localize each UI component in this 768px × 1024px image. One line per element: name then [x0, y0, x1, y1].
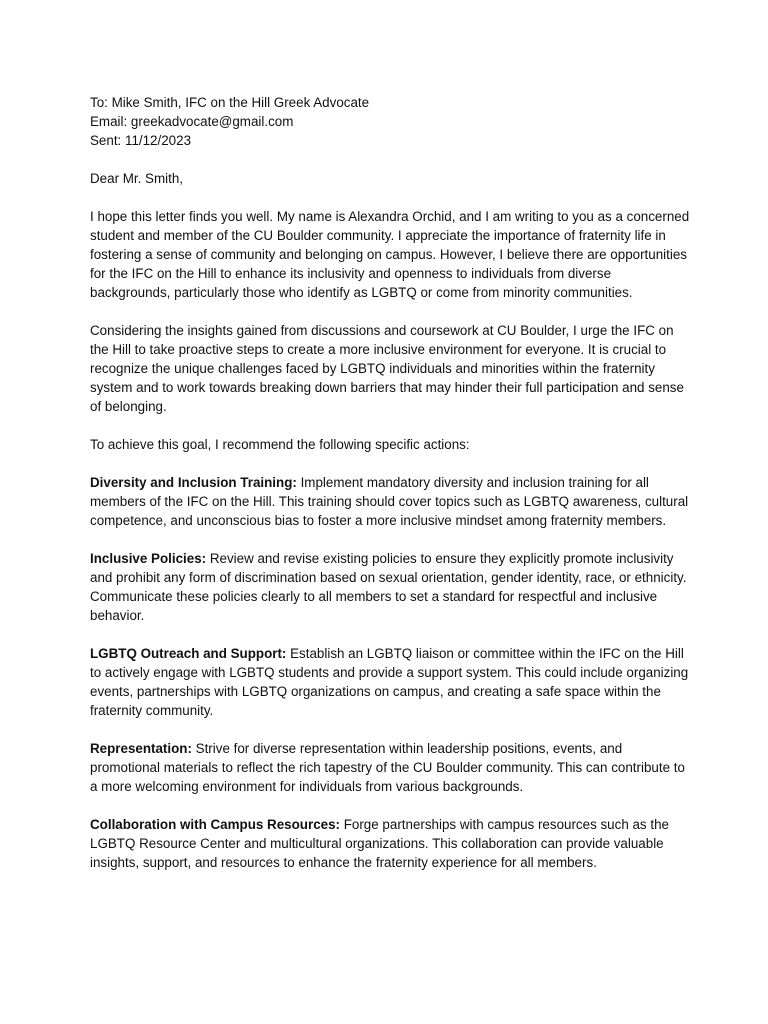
action-item-lgbtq-outreach — [90, 644, 690, 720]
intro-paragraph: I hope this letter finds you well. My name is Alexandra Orchid, and I am writing to you as a concerned student and member of the CU Boulder community. I appreciate the importance of fraternity life in fostering a sense of community and belonging on campus. However, I believe there are opportunities for the IFC on the Hill to enhance its inclusivity and openness to individuals from diverse backgrounds, particularly those who identify as LGBTQ or come from minority communities. — [90, 209, 690, 300]
email-line: Email: greekadvocate@gmail.com — [90, 114, 294, 129]
action-term: LGBTQ Outreach and Support: — [90, 646, 287, 661]
action-item-representation — [90, 739, 690, 796]
action-term: Inclusive Policies: — [90, 551, 207, 566]
recipient-line: To: Mike Smith, IFC on the Hill Greek Advocate — [90, 95, 370, 110]
action-item-inclusive-policies — [90, 549, 690, 625]
sent-date-line: Sent: 11/12/2023 — [90, 133, 192, 148]
salutation: Dear Mr. Smith, — [90, 171, 184, 186]
action-text: Implement mandatory diversity and inclusion training for all members of the IFC on the Hill. This training should cover topics such as LGBTQ awareness, cultural competence, and unconscious bias to foster a more inclusive mindset among fraternity members. — [90, 475, 689, 528]
letter-header — [90, 93, 690, 150]
action-term: Representation: — [90, 741, 192, 756]
action-text: Forge partnerships with campus resources such as the LGBTQ Resource Center and multicultural organizations. This collaboration can provide valuable insights, support, and resources to enhance the fraternity experience for all members. — [90, 817, 669, 870]
actions-intro-paragraph: To achieve this goal, I recommend the following specific actions: — [90, 437, 470, 452]
letter-page — [90, 93, 690, 891]
action-text: Review and revise existing policies to ensure they explicitly promote inclusivity and prohibit any form of discrimination based on sexual orientation, gender identity, race, or ethnicity. Communicate these policies clearly to all members to set a standard for respectful and inclusive behavior. — [90, 551, 687, 623]
action-term: Diversity and Inclusion Training: — [90, 475, 297, 490]
action-text: Establish an LGBTQ liaison or committee within the IFC on the Hill to actively engage with LGBTQ students and provide a support system. This could include organizing events, partnerships with LGBTQ organizations on campus, and creating a safe space within the fraternity community. — [90, 646, 689, 718]
action-text: Strive for diverse representation within leadership positions, events, and promotional materials to reflect the rich tapestry of the CU Boulder community. This can contribute to a more welcoming environment for individuals from various backgrounds. — [90, 741, 685, 794]
action-item-diversity-training — [90, 473, 690, 530]
request-paragraph: Considering the insights gained from discussions and coursework at CU Boulder, I urge the IFC on the Hill to take proactive steps to create a more inclusive environment for everyone. It is crucial to recognize the unique challenges faced by LGBTQ individuals and minorities within the fraternity system and to work towards breaking down barriers that may hinder their full participation and sense of belonging. — [90, 323, 684, 414]
action-item-campus-collaboration — [90, 815, 690, 872]
action-term: Collaboration with Campus Resources: — [90, 817, 340, 832]
